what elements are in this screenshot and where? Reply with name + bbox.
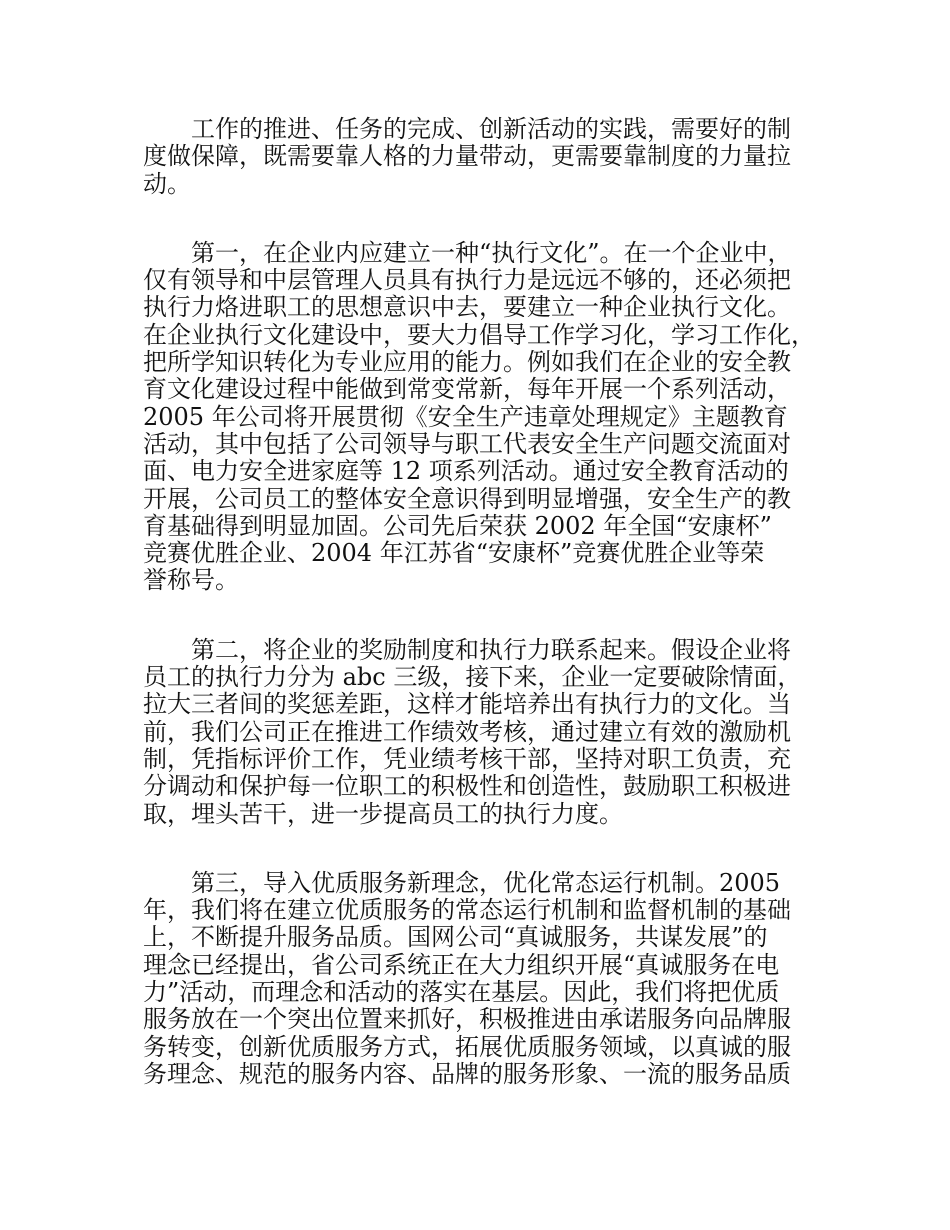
paragraph-gap — [143, 828, 823, 870]
text-line: 仅有领导和中层管理人员具有执行力是远远不够的，还必须把 — [143, 266, 791, 295]
text-line: 上，不断提升服务品质。国网公司“真诚服务，共谋发展”的 — [143, 923, 768, 952]
text-line: 2005 年公司将开展贯彻《安全生产违章处理规定》主题教育 — [143, 402, 788, 431]
text-line: 第三，导入优质服务新理念，优化常态运行机制。2005 — [191, 868, 781, 897]
text-line: 第一，在企业内应建立一种“执行文化”。在一个企业中， — [191, 238, 792, 267]
text-line: 务转变，创新优质服务方式，拓展优质服务领域，以真诚的服 — [143, 1032, 791, 1061]
text-line: 育文化建设过程中能做到常变常新，每年开展一个系列活动， — [143, 375, 791, 404]
text-line: 竞赛优胜企业、2004 年江苏省“安康杯”竞赛优胜企业等荣 — [143, 539, 765, 568]
paragraph-second-point — [143, 637, 823, 828]
paragraph-gap — [143, 198, 823, 240]
text-line: 务理念、规范的服务内容、品牌的服务形象、一流的服务品质 — [143, 1059, 791, 1088]
paragraph-gap — [143, 595, 823, 637]
text-line: 在企业执行文化建设中，要大力倡导工作学习化，学习工作化， — [143, 320, 815, 349]
text-line: 拉大三者间的奖惩差距，这样才能培养出有执行力的文化。当 — [143, 690, 791, 719]
text-line: 执行力烙进职工的思想意识中去，要建立一种企业执行文化。 — [143, 293, 791, 322]
paragraph-third-point — [143, 870, 823, 1088]
text-line: 把所学知识转化为专业应用的能力。例如我们在企业的安全教 — [143, 348, 791, 377]
text-line: 理念已经提出，省公司系统正在大力组织开展“真诚服务在电 — [143, 950, 780, 979]
text-line: 动。 — [143, 169, 191, 198]
text-line: 开展，公司员工的整体安全意识得到明显增强，安全生产的教 — [143, 484, 791, 513]
text-line: 年，我们将在建立优质服务的常态运行机制和监督机制的基础 — [143, 896, 791, 925]
text-line: 服务放在一个突出位置来抓好，积极推进由承诺服务向品牌服 — [143, 1005, 791, 1034]
text-line: 取，埋头苦干，进一步提高员工的执行力度。 — [143, 799, 623, 828]
text-line: 活动，其中包括了公司领导与职工代表安全生产问题交流面对 — [143, 429, 791, 458]
text-line: 第二，将企业的奖励制度和执行力联系起来。假设企业将 — [191, 635, 791, 664]
text-line: 力”活动，而理念和活动的落实在基层。因此，我们将把优质 — [143, 978, 780, 1007]
paragraph-intro — [143, 116, 823, 198]
text-line: 员工的执行力分为 abc 三级，接下来，企业一定要破除情面， — [143, 663, 802, 692]
text-line: 面、电力安全进家庭等 12 项系列活动。通过安全教育活动的 — [143, 457, 789, 486]
document-body — [143, 116, 823, 1088]
text-line: 誉称号。 — [143, 566, 239, 595]
text-line: 制，凭指标评价工作，凭业绩考核干部，坚持对职工负责，充 — [143, 744, 791, 773]
text-line: 分调动和保护每一位职工的积极性和创造性，鼓励职工积极进 — [143, 772, 791, 801]
text-line: 度做保障，既需要靠人格的力量带动，更需要靠制度的力量拉 — [143, 142, 791, 171]
text-line: 育基础得到明显加固。公司先后荣获 2002 年全国“安康杯” — [143, 511, 772, 540]
paragraph-first-point — [143, 240, 823, 595]
text-line: 工作的推进、任务的完成、创新活动的实践，需要好的制 — [191, 115, 791, 143]
text-line: 前，我们公司正在推进工作绩效考核，通过建立有效的激励机 — [143, 717, 791, 746]
